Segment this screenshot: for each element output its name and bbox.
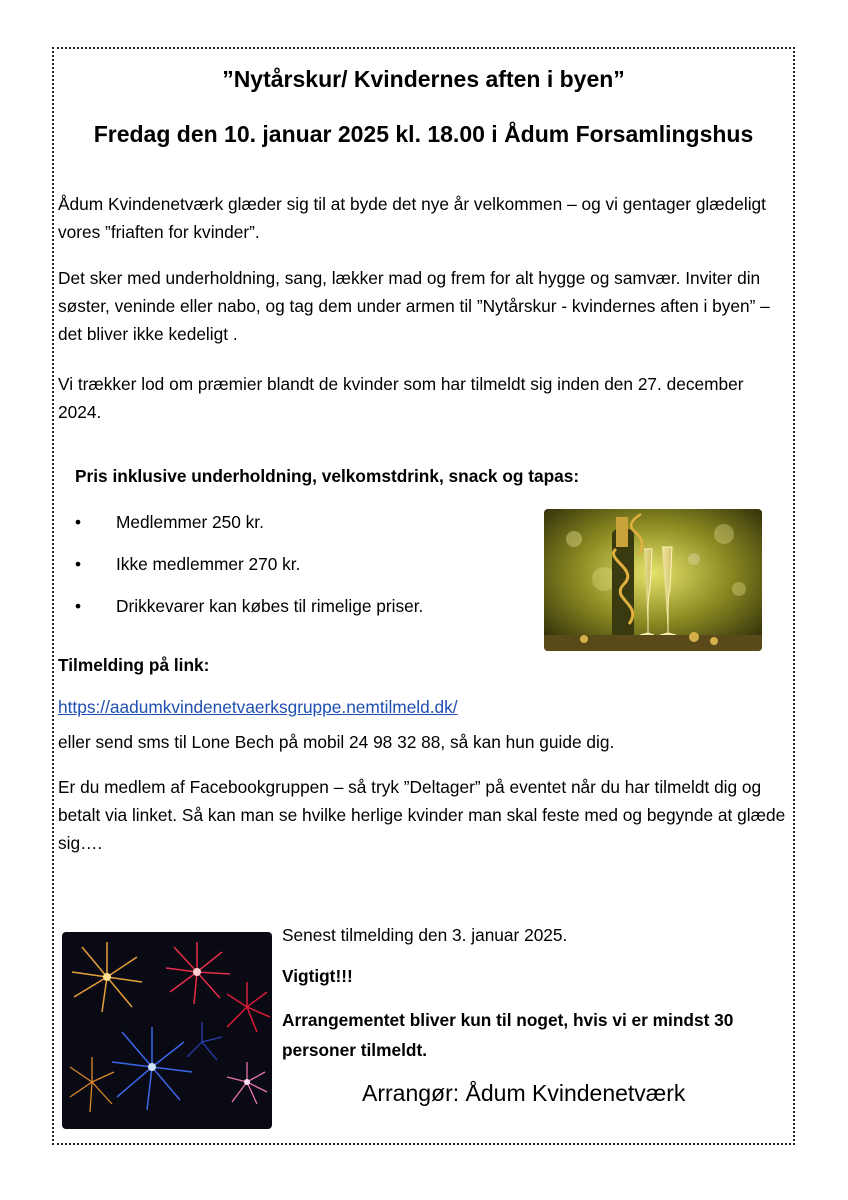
intro-paragraph-2: Det sker med underholdning, sang, lækker mad og frem for alt hygge og samvær. Inviter din søster, veninde eller nabo, og tag dem under armen til ”Nytårskur - kvindernes aften i byen” – det bliver ikke kedeligt . bbox=[58, 268, 770, 344]
fireworks-image bbox=[62, 932, 272, 1129]
important-label: Vigtigt!!! bbox=[282, 966, 353, 986]
facebook-paragraph: Er du medlem af Facebookgruppen – så tryk ”Deltager” på eventet når du har tilmeldt dig og betalt via linket. Så kan man se hvilke herlige kvinder man skal feste med og begynde at glæde sig…. bbox=[58, 777, 786, 853]
bullet-icon: • bbox=[74, 596, 82, 616]
price-item-non-members: • Ikke medlemmer 270 kr. bbox=[72, 550, 423, 592]
minimum-participants-warning: Arrangementet bliver kun til noget, hvis vi er mindst 30 personer tilmeldt. bbox=[282, 1010, 734, 1060]
organizer-line: Arrangør: Ådum Kvindenetværk bbox=[362, 1080, 686, 1106]
price-item-drinks: • Drikkevarer kan købes til rimelige priser. bbox=[72, 592, 423, 634]
bullet-icon: • bbox=[74, 554, 82, 574]
intro-paragraph-1: Ådum Kvindenetværk glæder sig til at byde det nye år velkommen – og vi gentager glædeligt vores ”friaften for kvinder”. bbox=[58, 194, 766, 242]
intro-paragraph-3: Vi trækker lod om præmier blandt de kvinder som har tilmeldt sig inden den 27. december 2024. bbox=[58, 374, 744, 422]
price-item-members: • Medlemmer 250 kr. bbox=[72, 508, 423, 550]
signup-link[interactable]: https://aadumkvindenetvaerksgruppe.nemtilmeld.dk/ bbox=[58, 697, 458, 717]
signup-heading: Tilmelding på link: bbox=[58, 655, 210, 675]
signup-deadline: Senest tilmelding den 3. januar 2025. bbox=[282, 925, 568, 945]
event-title: ”Nytårskur/ Kvindernes aften i byen” bbox=[222, 66, 625, 92]
price-list bbox=[72, 508, 423, 634]
sms-instructions: eller send sms til Lone Bech på mobil 24 98 32 88, så kan hun guide dig. bbox=[58, 732, 615, 752]
champagne-image bbox=[544, 509, 762, 651]
event-date-location: Fredag den 10. januar 2025 kl. 18.00 i Ådum Forsamlingshus bbox=[93, 121, 754, 147]
price-heading: Pris inklusive underholdning, velkomstdrink, snack og tapas: bbox=[75, 466, 580, 486]
bullet-icon: • bbox=[74, 512, 82, 532]
